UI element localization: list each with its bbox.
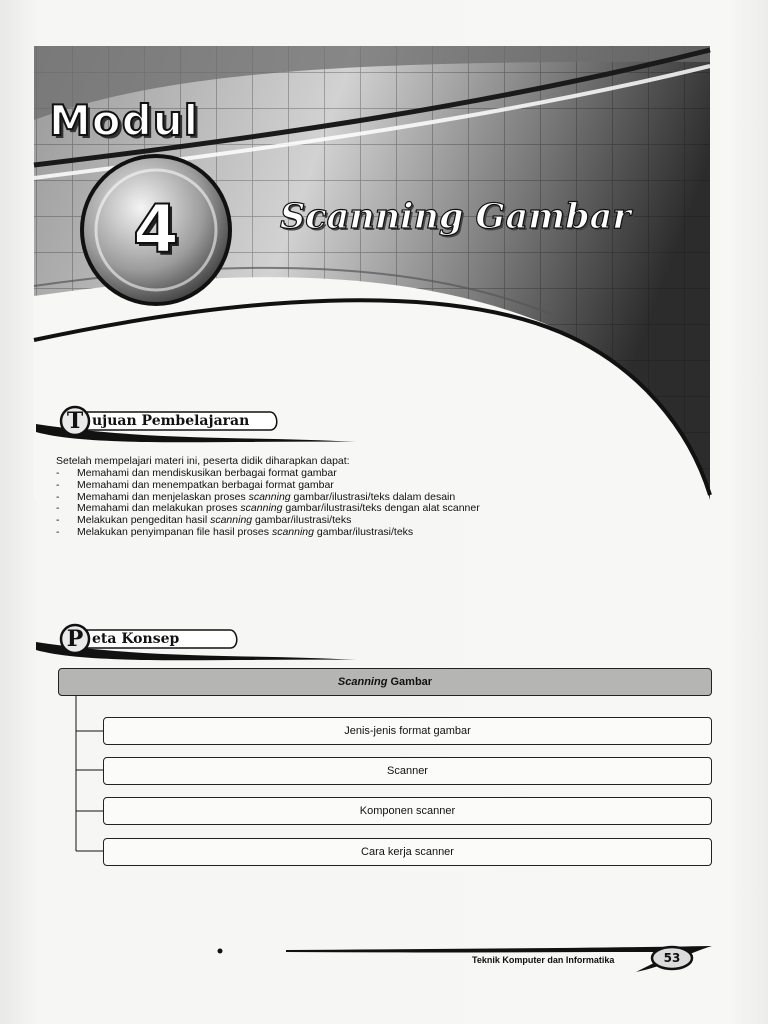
objective-item: - Memahami dan mendiskusikan berbagai format gambar xyxy=(56,468,480,480)
chapter-number: 4 xyxy=(133,191,179,268)
footer-book-title: Teknik Komputer dan Informatika xyxy=(472,955,615,965)
objective-item: - Melakukan penyimpanan file hasil proses scanning gambar/ilustrasi/teks xyxy=(56,527,480,539)
concept-map-heading-label: eta Konsep xyxy=(92,631,180,647)
objectives-heading-label: ujuan Pembelajaran xyxy=(92,413,250,429)
objectives-heading xyxy=(34,404,364,452)
concept-map-heading xyxy=(34,622,364,670)
objective-item: - Memahami dan melakukan proses scanning gambar/ilustrasi/teks dengan alat scanner xyxy=(56,503,480,515)
concept-map-root: Scanning Gambar xyxy=(58,668,712,696)
objectives-heading-letter: T xyxy=(66,408,84,434)
modul-label: Modul xyxy=(49,96,200,145)
footer-swoosh-icon xyxy=(216,940,716,974)
objectives-list xyxy=(56,468,480,539)
concept-node-how-it-works: Cara kerja scanner xyxy=(103,838,712,866)
chapter-title: Scanning Gambar xyxy=(280,196,631,237)
concept-node-format: Jenis-jenis format gambar xyxy=(103,717,712,745)
concept-node-components: Komponen scanner xyxy=(103,797,712,825)
objectives-intro: Setelah mempelajari materi ini, peserta didik diharapkan dapat: xyxy=(56,455,350,467)
page-number: 53 xyxy=(663,951,681,965)
objective-item: - Memahami dan menempatkan berbagai format gambar xyxy=(56,480,480,492)
objective-item: - Memahami dan menjelaskan proses scanning gambar/ilustrasi/teks dalam desain xyxy=(56,492,480,504)
concept-node-scanner: Scanner xyxy=(103,757,712,785)
concept-map-heading-letter: P xyxy=(66,626,84,652)
objective-item: - Melakukan pengeditan hasil scanning gambar/ilustrasi/teks xyxy=(56,515,480,527)
